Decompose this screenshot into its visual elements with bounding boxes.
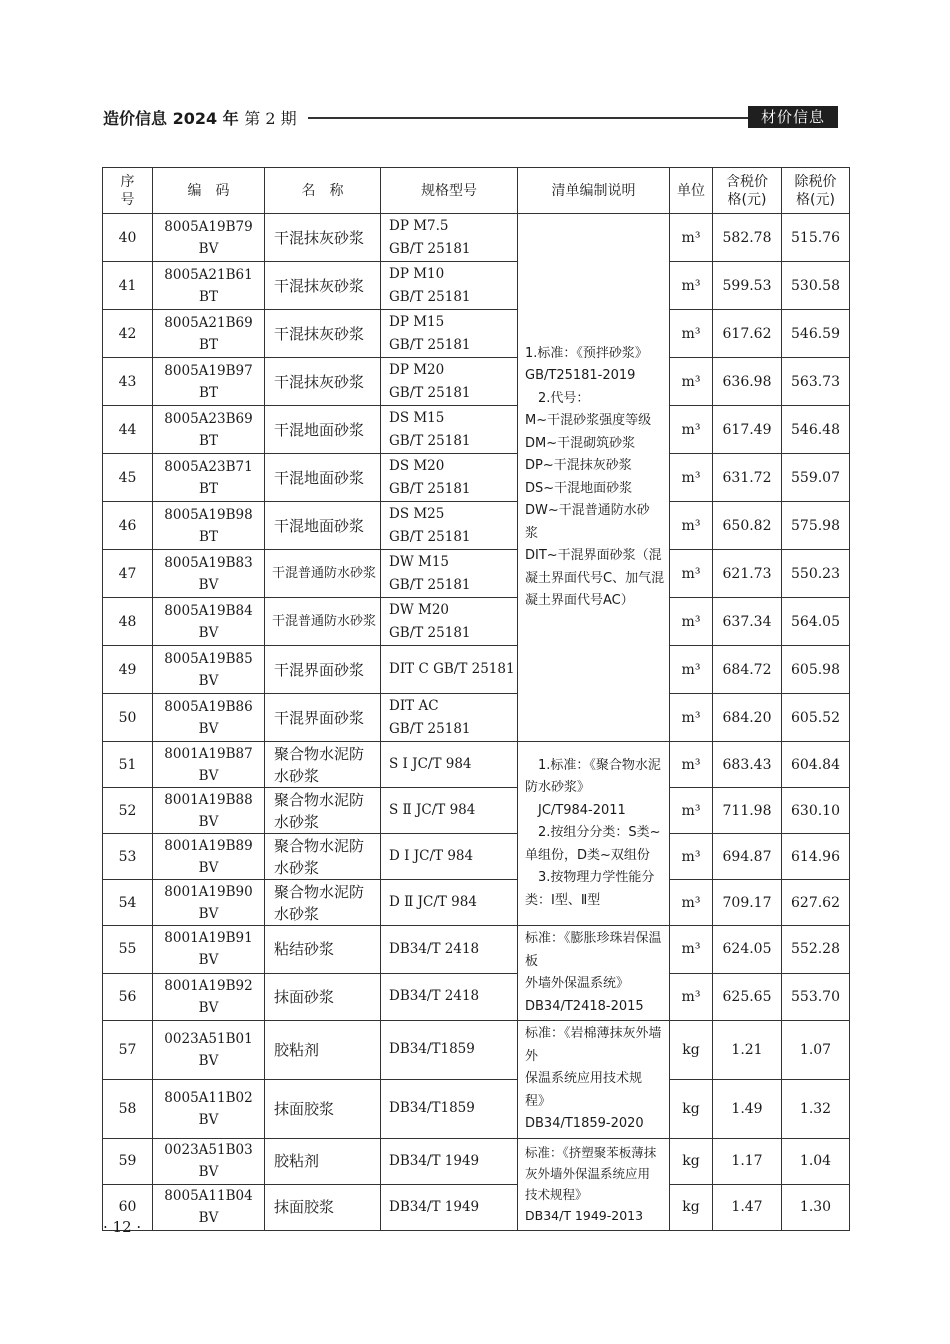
table-row (103, 214, 850, 262)
price-with-tax: 1.17 (713, 1138, 782, 1184)
col-header-code: 编 码 (153, 168, 265, 214)
col-header-name: 名 称 (265, 168, 381, 214)
item-code: 0023A51B01 BV (153, 1021, 265, 1080)
item-spec: D Ⅱ JC/T 984 (381, 880, 518, 926)
item-unit: kg (670, 1021, 713, 1080)
table-row (103, 310, 850, 358)
item-unit: m³ (670, 880, 713, 926)
table-row (103, 454, 850, 502)
price-with-tax: 624.05 (713, 926, 782, 974)
item-name: 干混界面砂浆 (265, 646, 381, 694)
item-code: 8005A11B02 BV (153, 1079, 265, 1138)
price-without-tax: 575.98 (782, 502, 850, 550)
item-code: 8001A19B91 BV (153, 926, 265, 974)
price-without-tax: 614.96 (782, 834, 850, 880)
item-spec: DB34/T 1949 (381, 1138, 518, 1184)
item-spec: DB34/T1859 (381, 1021, 518, 1080)
item-code: 8001A19B89 BV (153, 834, 265, 880)
item-code: 8005A19B85 BV (153, 646, 265, 694)
row-number: 55 (103, 926, 153, 974)
item-spec: D Ⅰ JC/T 984 (381, 834, 518, 880)
item-unit: m³ (670, 973, 713, 1021)
row-number: 40 (103, 214, 153, 262)
table-row (103, 926, 850, 974)
item-code: 8005A21B61 BT (153, 262, 265, 310)
item-spec: DS M20 GB/T 25181 (381, 454, 518, 502)
table-row (103, 1138, 850, 1184)
row-number: 53 (103, 834, 153, 880)
item-spec: DW M20 GB/T 25181 (381, 598, 518, 646)
price-without-tax: 546.48 (782, 406, 850, 454)
row-number: 49 (103, 646, 153, 694)
item-code: 8005A23B69 BT (153, 406, 265, 454)
col-header-note: 清单编制说明 (518, 168, 670, 214)
item-name: 干混地面砂浆 (265, 406, 381, 454)
table-row (103, 646, 850, 694)
price-without-tax: 1.32 (782, 1079, 850, 1138)
publication-title (103, 106, 297, 129)
table-row (103, 834, 850, 880)
item-spec: DIT AC GB/T 25181 (381, 694, 518, 742)
table-row (103, 598, 850, 646)
col-header-price-tax: 含税价格(元) (713, 168, 782, 214)
price-table (102, 167, 850, 1231)
table-row (103, 694, 850, 742)
row-number: 42 (103, 310, 153, 358)
price-with-tax: 1.47 (713, 1184, 782, 1230)
item-name: 抹面砂浆 (265, 973, 381, 1021)
price-with-tax: 650.82 (713, 502, 782, 550)
row-number: 52 (103, 788, 153, 834)
item-spec: DB34/T 2418 (381, 926, 518, 974)
price-without-tax: 605.52 (782, 694, 850, 742)
table-row (103, 502, 850, 550)
item-note: 标准：《挤塑聚苯板薄抹 灰外墙外保温系统应用 技术规程》 DB34/T 1949-2013 (518, 1138, 670, 1230)
item-code: 0023A51B03 BV (153, 1138, 265, 1184)
price-with-tax: 694.87 (713, 834, 782, 880)
item-name: 干混普通防水砂浆 (265, 550, 381, 598)
price-without-tax: 1.04 (782, 1138, 850, 1184)
item-spec: DB34/T1859 (381, 1079, 518, 1138)
row-number: 43 (103, 358, 153, 406)
item-unit: m³ (670, 358, 713, 406)
col-header-no: 序号 (103, 168, 153, 214)
item-spec: DB34/T 2418 (381, 973, 518, 1021)
item-spec: DP M10 GB/T 25181 (381, 262, 518, 310)
page-number: · 12 · (103, 1218, 142, 1236)
table-row (103, 1021, 850, 1080)
item-spec: S Ⅱ JC/T 984 (381, 788, 518, 834)
section-badge: 材价信息 (748, 106, 838, 128)
item-unit: m³ (670, 550, 713, 598)
item-spec: DB34/T 1949 (381, 1184, 518, 1230)
price-without-tax: 564.05 (782, 598, 850, 646)
item-spec: DIT C GB/T 25181 (381, 646, 518, 694)
item-name: 聚合物水泥防 水砂浆 (265, 834, 381, 880)
row-number: 51 (103, 742, 153, 788)
price-with-tax: 684.72 (713, 646, 782, 694)
item-code: 8001A19B90 BV (153, 880, 265, 926)
item-name: 胶粘剂 (265, 1138, 381, 1184)
item-code: 8001A19B92 BV (153, 973, 265, 1021)
price-with-tax: 636.98 (713, 358, 782, 406)
item-unit: m³ (670, 406, 713, 454)
price-without-tax: 1.07 (782, 1021, 850, 1080)
price-without-tax: 515.76 (782, 214, 850, 262)
price-with-tax: 709.17 (713, 880, 782, 926)
price-with-tax: 1.49 (713, 1079, 782, 1138)
item-code: 8005A19B86 BV (153, 694, 265, 742)
publication-name: 造价信息 2024 年 (103, 109, 239, 128)
item-unit: m³ (670, 646, 713, 694)
item-unit: m³ (670, 598, 713, 646)
item-spec: DP M20 GB/T 25181 (381, 358, 518, 406)
item-code: 8005A19B98 BT (153, 502, 265, 550)
row-number: 41 (103, 262, 153, 310)
item-code: 8001A19B87 BV (153, 742, 265, 788)
item-unit: m³ (670, 502, 713, 550)
row-number: 45 (103, 454, 153, 502)
item-code: 8005A19B79 BV (153, 214, 265, 262)
item-code: 8005A19B97 BT (153, 358, 265, 406)
price-with-tax: 1.21 (713, 1021, 782, 1080)
item-note: 标准：《岩棉薄抹灰外墙外 保温系统应用技术规程》 DB34/T1859-2020 (518, 1021, 670, 1139)
price-without-tax: 630.10 (782, 788, 850, 834)
row-number: 44 (103, 406, 153, 454)
row-number: 60 (103, 1184, 153, 1230)
item-spec: DW M15 GB/T 25181 (381, 550, 518, 598)
price-with-tax: 599.53 (713, 262, 782, 310)
table-row (103, 262, 850, 310)
table-row (103, 880, 850, 926)
item-name: 干混抹灰砂浆 (265, 214, 381, 262)
price-without-tax: 627.62 (782, 880, 850, 926)
price-with-tax: 684.20 (713, 694, 782, 742)
table-row (103, 1184, 850, 1230)
table-header-row (103, 168, 850, 214)
item-unit: kg (670, 1138, 713, 1184)
item-unit: m³ (670, 834, 713, 880)
price-without-tax: 1.30 (782, 1184, 850, 1230)
item-code: 8005A23B71 BT (153, 454, 265, 502)
item-note: 标准：《膨胀珍珠岩保温板 外墙外保温系统》 DB34/T2418-2015 (518, 926, 670, 1021)
item-unit: m³ (670, 926, 713, 974)
col-header-spec: 规格型号 (381, 168, 518, 214)
item-spec: DP M7.5 GB/T 25181 (381, 214, 518, 262)
item-name: 粘结砂浆 (265, 926, 381, 974)
item-code: 8005A19B84 BV (153, 598, 265, 646)
price-without-tax: 552.28 (782, 926, 850, 974)
row-number: 47 (103, 550, 153, 598)
item-name: 干混界面砂浆 (265, 694, 381, 742)
item-name: 干混抹灰砂浆 (265, 358, 381, 406)
page-header (103, 104, 838, 132)
item-name: 干混抹灰砂浆 (265, 262, 381, 310)
price-with-tax: 683.43 (713, 742, 782, 788)
price-without-tax: 563.73 (782, 358, 850, 406)
price-without-tax: 550.23 (782, 550, 850, 598)
item-code: 8005A19B83 BV (153, 550, 265, 598)
item-name: 干混普通防水砂浆 (265, 598, 381, 646)
price-with-tax: 711.98 (713, 788, 782, 834)
price-with-tax: 625.65 (713, 973, 782, 1021)
price-without-tax: 546.59 (782, 310, 850, 358)
item-note: 1.标准：《聚合物水泥 防水砂浆》 JC/T984-2011 2.按组分分类：S类~ 单组份，D类~双组份 3.按物理力学性能分 类：Ⅰ型、Ⅱ型 (518, 742, 670, 926)
item-unit: m³ (670, 788, 713, 834)
price-without-tax: 559.07 (782, 454, 850, 502)
price-without-tax: 530.58 (782, 262, 850, 310)
item-spec: S Ⅰ JC/T 984 (381, 742, 518, 788)
item-unit: m³ (670, 454, 713, 502)
row-number: 58 (103, 1079, 153, 1138)
price-with-tax: 582.78 (713, 214, 782, 262)
item-spec: DS M15 GB/T 25181 (381, 406, 518, 454)
header-rule (308, 117, 748, 119)
item-unit: m³ (670, 214, 713, 262)
price-with-tax: 617.49 (713, 406, 782, 454)
table-row (103, 973, 850, 1021)
item-unit: kg (670, 1184, 713, 1230)
item-name: 干混抹灰砂浆 (265, 310, 381, 358)
item-name: 胶粘剂 (265, 1021, 381, 1080)
row-number: 54 (103, 880, 153, 926)
row-number: 59 (103, 1138, 153, 1184)
item-spec: DS M25 GB/T 25181 (381, 502, 518, 550)
item-name: 抹面胶浆 (265, 1184, 381, 1230)
item-unit: m³ (670, 742, 713, 788)
item-name: 抹面胶浆 (265, 1079, 381, 1138)
row-number: 56 (103, 973, 153, 1021)
table-row (103, 742, 850, 788)
price-with-tax: 621.73 (713, 550, 782, 598)
table-row (103, 358, 850, 406)
price-with-tax: 637.34 (713, 598, 782, 646)
col-header-unit: 单位 (670, 168, 713, 214)
issue-number: 第 2 期 (244, 109, 297, 128)
item-name: 干混地面砂浆 (265, 502, 381, 550)
item-name: 聚合物水泥防 水砂浆 (265, 788, 381, 834)
price-without-tax: 605.98 (782, 646, 850, 694)
table-row (103, 550, 850, 598)
row-number: 50 (103, 694, 153, 742)
item-unit: m³ (670, 694, 713, 742)
price-with-tax: 631.72 (713, 454, 782, 502)
item-unit: m³ (670, 310, 713, 358)
row-number: 48 (103, 598, 153, 646)
row-number: 57 (103, 1021, 153, 1080)
item-name: 聚合物水泥防 水砂浆 (265, 880, 381, 926)
item-name: 干混地面砂浆 (265, 454, 381, 502)
table-row (103, 406, 850, 454)
item-code: 8005A11B04 BV (153, 1184, 265, 1230)
item-code: 8001A19B88 BV (153, 788, 265, 834)
item-unit: kg (670, 1079, 713, 1138)
item-note: 1.标准：《预拌砂浆》 GB/T25181-2019 2.代号： M~干混砂浆强度等级 DM~干混砌筑砂浆 DP~干混抹灰砂浆 DS~干混地面砂浆 DW~干混普通防水砂 浆 DIT~干混界面砂浆（混 凝土界面代号C、加气混 凝土界面代号AC） (518, 214, 670, 742)
price-with-tax: 617.62 (713, 310, 782, 358)
row-number: 46 (103, 502, 153, 550)
item-name: 聚合物水泥防 水砂浆 (265, 742, 381, 788)
item-spec: DP M15 GB/T 25181 (381, 310, 518, 358)
col-header-price-notax: 除税价格(元) (782, 168, 850, 214)
table-row (103, 1079, 850, 1138)
item-unit: m³ (670, 262, 713, 310)
table-row (103, 788, 850, 834)
price-without-tax: 553.70 (782, 973, 850, 1021)
price-without-tax: 604.84 (782, 742, 850, 788)
item-code: 8005A21B69 BT (153, 310, 265, 358)
